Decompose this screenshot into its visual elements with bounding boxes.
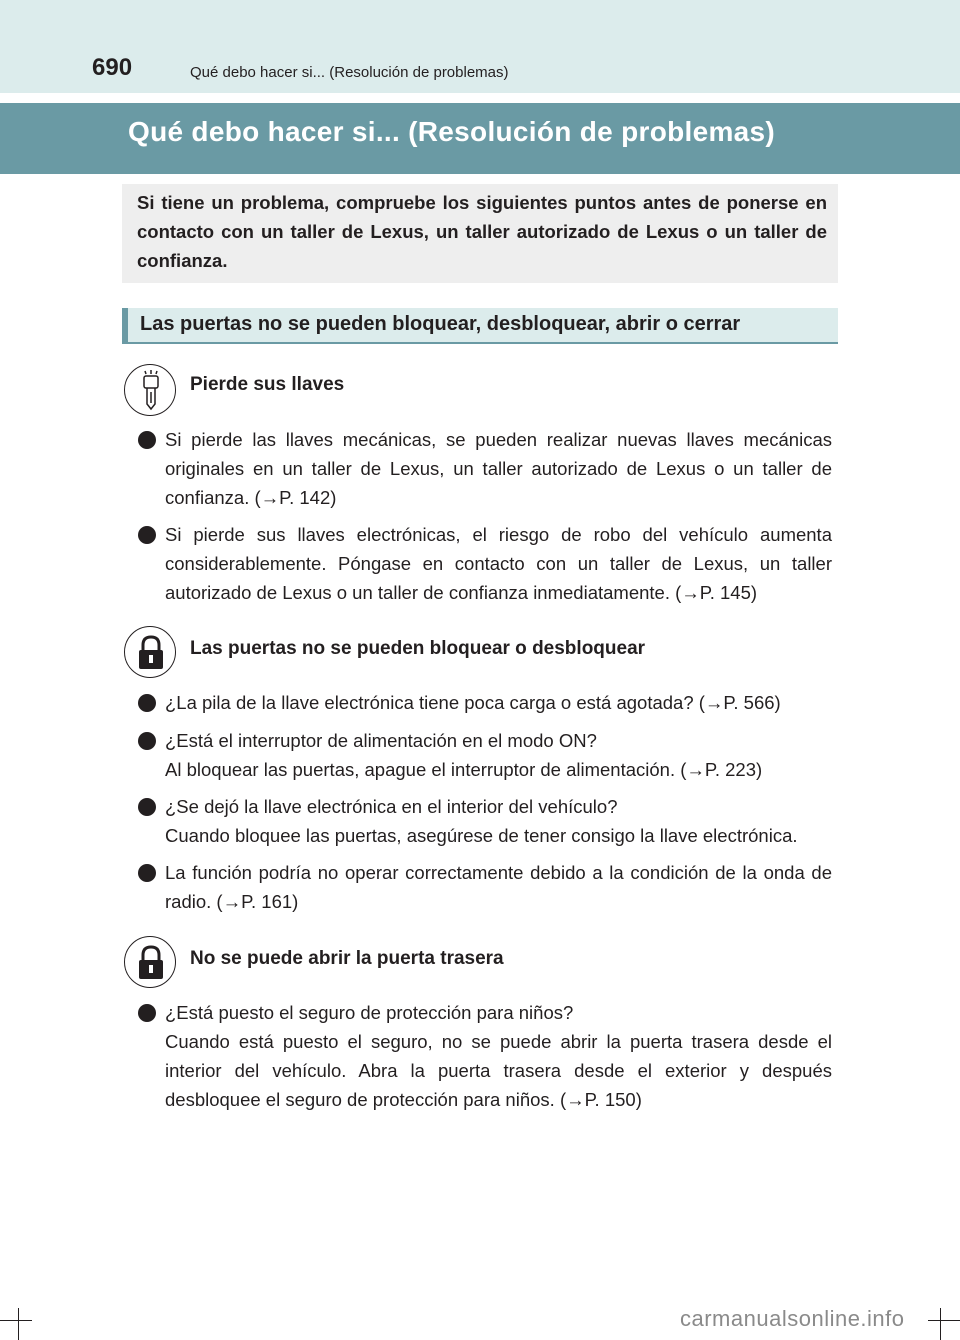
bullet xyxy=(138,732,156,750)
bullet xyxy=(138,526,156,544)
bullet-text: ¿Se dejó la llave electrónica en el interior del vehículo? Cuando bloquee las puertas, asegúrese de tener consigo la llave electrónica. xyxy=(165,796,798,846)
bullet-text: Si pierde las llaves mecánicas, se pueden realizar nuevas llaves mecánicas originales en un taller de Lexus, un taller autorizado de Lexus o un taller de confianza. (→P. 142) xyxy=(165,429,832,508)
intro-text: Si tiene un problema, compruebe los siguientes puntos antes de ponerse en contacto con un taller de Lexus, un taller autorizado de Lexus o un taller de confianza. xyxy=(137,192,827,271)
subsection-title: No se puede abrir la puerta trasera xyxy=(190,948,504,969)
padlock-icon xyxy=(124,626,176,678)
subsection-title: Las puertas no se pueden bloquear o desbloquear xyxy=(190,638,646,659)
page-number: 690 xyxy=(92,54,133,81)
key-icon xyxy=(124,364,176,416)
running-title: Qué debo hacer si... (Resolución de problemas) xyxy=(190,64,509,81)
bullet xyxy=(138,1004,156,1022)
bullet-text: ¿Está puesto el seguro de protección para niños? Cuando está puesto el seguro, no se puede abrir la puerta trasera desde el interior del vehículo. Abra la puerta trasera desde el exterior y después desbloquee el seguro de protección para niños. (→P. 150) xyxy=(165,1002,832,1110)
bullet xyxy=(138,431,156,449)
bullet-text: ¿La pila de la llave electrónica tiene poca carga o está agotada? (→P. 566) xyxy=(165,692,781,713)
watermark: carmanualsonline.info xyxy=(680,1306,905,1331)
subsection-title: Pierde sus llaves xyxy=(190,374,345,395)
bullet-text: ¿Está el interruptor de alimentación en el modo ON? Al bloquear las puertas, apague el interruptor de alimentación. (→P. 223) xyxy=(165,730,763,780)
crop-mark xyxy=(18,1308,19,1340)
crop-mark xyxy=(0,1320,32,1321)
page-title: Qué debo hacer si... (Resolución de problemas) xyxy=(128,116,776,147)
section-accent xyxy=(122,308,128,344)
crop-mark xyxy=(940,1308,941,1340)
bullet-text: La función podría no operar correctamente debido a la condición de la onda de radio. (→P. 161) xyxy=(165,862,832,912)
bullet xyxy=(138,864,156,882)
bullet-text: Si pierde sus llaves electrónicas, el riesgo de robo del vehículo aumenta considerablemente. Póngase en contacto con un taller de Lexus, un taller autorizado de Lexus o un taller de confianza inmediatamente. (→P. 145) xyxy=(165,524,832,603)
padlock-icon xyxy=(124,936,176,988)
bullet xyxy=(138,798,156,816)
crop-mark xyxy=(928,1320,960,1321)
bullet xyxy=(138,694,156,712)
section-title: Las puertas no se pueden bloquear, desbloquear, abrir o cerrar xyxy=(140,313,741,335)
